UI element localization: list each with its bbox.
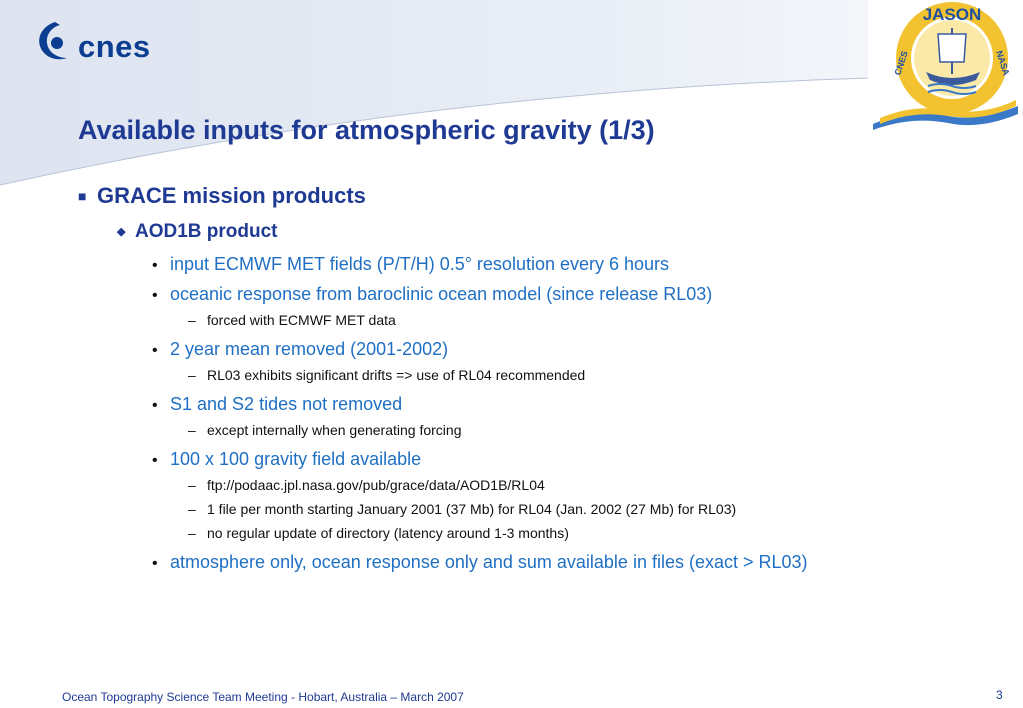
bullet-level3 (152, 449, 421, 470)
bullet-text: oceanic response from baroclinic ocean model (since release RL03) (170, 284, 713, 304)
bullet-text: S1 and S2 tides not removed (170, 394, 403, 414)
cnes-swirl-icon (33, 18, 73, 64)
dash-bullet-icon: – (188, 422, 196, 438)
jason-right-text: NASA (994, 49, 1012, 77)
bullet-level4 (188, 422, 462, 438)
bullet-level1 (78, 183, 366, 209)
dot-bullet-icon: • (152, 452, 158, 469)
bullet-level3 (152, 339, 448, 360)
jason-logo (868, 0, 1023, 130)
bullet-text: input ECMWF MET fields (P/T/H) 0.5° resolution every 6 hours (170, 254, 670, 274)
bullet-level4 (188, 477, 545, 493)
bullet-text: RL03 exhibits significant drifts => use of RL04 recommended (207, 367, 586, 383)
bullet-level3 (152, 394, 402, 415)
bullet-text: AOD1B product (135, 221, 278, 242)
jason-arc-text: JASON (922, 5, 982, 24)
bullet-level3 (152, 552, 808, 573)
page-number: 3 (996, 688, 1003, 702)
bullet-text: 2 year mean removed (2001-2002) (170, 339, 449, 359)
cnes-logo-text: cnes (78, 29, 151, 64)
dash-bullet-icon: – (188, 367, 196, 383)
dash-bullet-icon: – (188, 312, 196, 328)
dash-bullet-icon: – (188, 525, 196, 541)
dot-bullet-icon: • (152, 257, 158, 274)
diamond-bullet-icon: ◆ (117, 226, 126, 238)
bullet-text: atmosphere only, ocean response only and sum available in files (exact > RL03) (170, 552, 808, 572)
dot-bullet-icon: • (152, 342, 158, 359)
bullet-text: 100 x 100 gravity field available (170, 449, 422, 469)
bullet-text: forced with ECMWF MET data (207, 312, 396, 328)
bullet-level3 (152, 254, 669, 275)
bullet-level4 (188, 367, 585, 383)
bullet-text: no regular update of directory (latency around 1-3 months) (207, 525, 569, 541)
dot-bullet-icon: • (152, 287, 158, 304)
dot-bullet-icon: • (152, 397, 158, 414)
bullet-level4 (188, 501, 736, 517)
bullet-text: GRACE mission products (97, 183, 366, 208)
bullet-level4 (188, 312, 396, 328)
bullet-text: except internally when generating forcing (207, 422, 462, 438)
slide-title: Available inputs for atmospheric gravity (1/3) (78, 115, 655, 145)
bullet-text: 1 file per month starting January 2001 (37 Mb) for RL04 (Jan. 2002 (27 Mb) for RL03) (207, 501, 737, 517)
jason-left-text: CNES (892, 49, 910, 77)
footer-text: Ocean Topography Science Team Meeting - Hobart, Australia – March 2007 (62, 690, 464, 704)
square-bullet-icon: ■ (78, 188, 87, 204)
dot-bullet-icon: • (152, 555, 158, 572)
bullet-level4 (188, 525, 569, 541)
bullet-text: ftp://podaac.jpl.nasa.gov/pub/grace/data/AOD1B/RL04 (207, 477, 545, 493)
dash-bullet-icon: – (188, 477, 196, 493)
bullet-level2 (117, 221, 278, 243)
bullet-level3 (152, 284, 712, 305)
dash-bullet-icon: – (188, 501, 196, 517)
